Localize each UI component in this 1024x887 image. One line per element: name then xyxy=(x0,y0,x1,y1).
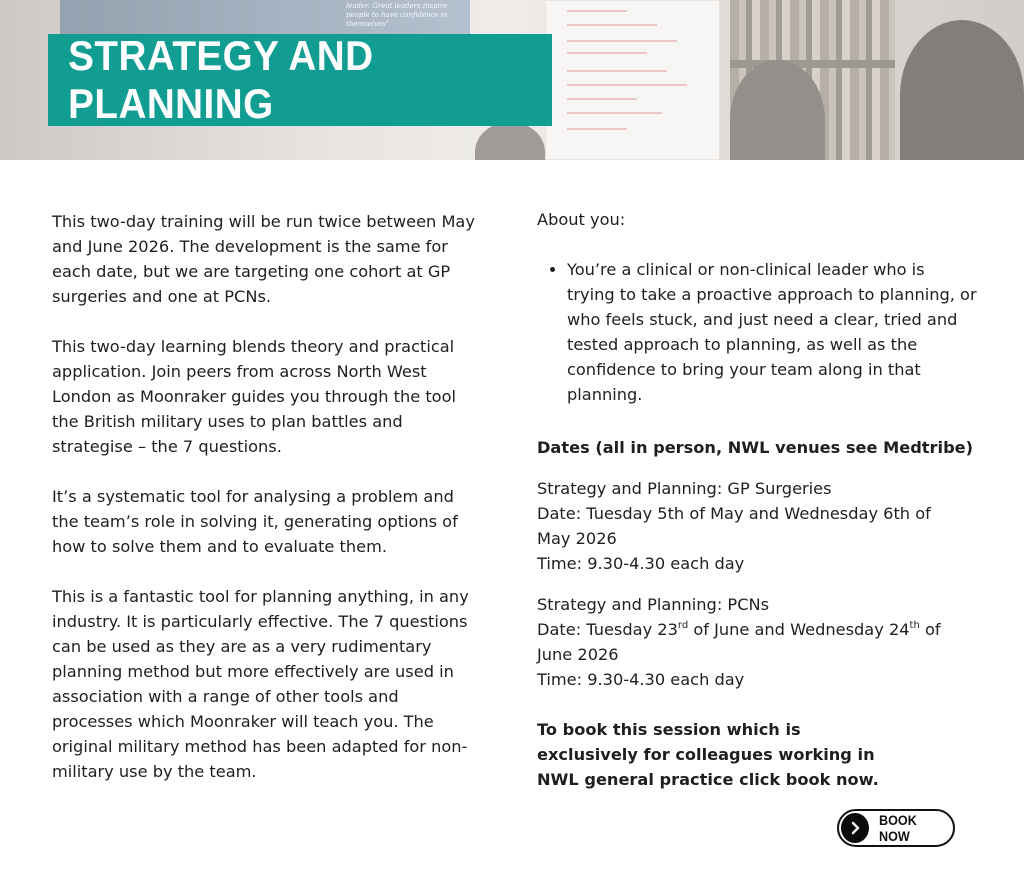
session-time: Time: 9.30-4.30 each day xyxy=(537,670,745,689)
booking-text: To book this session which is exclusively for colleagues working in NWL general practice click book now. xyxy=(537,720,879,789)
page-title-box xyxy=(48,34,552,126)
session-name: Strategy and Planning: GP Surgeries xyxy=(537,479,832,498)
book-now-button[interactable] xyxy=(837,809,955,847)
about-list xyxy=(537,257,977,407)
planning-paragraph: This is a fantastic tool for planning anything, in any industry. It is particularly effective. The 7 questions can be used as they are as a very rudimentary planning method but more effectively are used in association with a range of other tools and processes which Moonraker will teach you. The original military method has been adapted for non-military use by the team. xyxy=(52,587,469,781)
session-pcns xyxy=(537,592,977,692)
left-column xyxy=(52,209,482,784)
right-column xyxy=(537,207,977,792)
intro-paragraph: This two-day training will be run twice between May and June 2026. The development is the same for each date, but we are targeting one cohort at GP surgeries and one at PCNs. xyxy=(52,212,475,306)
book-now-label: BOOK NOW xyxy=(878,812,917,844)
tool-paragraph: It’s a systematic tool for analysing a problem and the team’s role in solving it, generating options of how to solve them and to evaluate them. xyxy=(52,487,458,556)
session-date: Date: Tuesday 5th of May and Wednesday 6th of May 2026 xyxy=(537,504,931,548)
about-heading: About you: xyxy=(537,210,626,229)
session-name: Strategy and Planning: PCNs xyxy=(537,595,770,614)
learning-paragraph: This two-day learning blends theory and practical application. Join peers from across North West London as Moonraker guides you through the tool the British military uses to plan battles and strategise – the 7 questions. xyxy=(52,337,456,456)
session-gp-surgeries xyxy=(537,476,977,576)
list-item: • You’re a clinical or non-clinical leader who is trying to take a proactive approach to planning, or who feels stuck, and just need a clear, tried and tested approach to planning, as well as the confidence to bring your team along in that planning. xyxy=(567,257,977,407)
session-time: Time: 9.30-4.30 each day xyxy=(537,554,745,573)
chevron-right-icon xyxy=(841,813,869,843)
session-date: Date: Tuesday 23rd of June and Wednesday 24th of June 2026 xyxy=(537,620,941,664)
dates-heading: Dates (all in person, NWL venues see Medtribe) xyxy=(537,438,974,457)
page-title: STRATEGY AND PLANNING xyxy=(68,32,374,127)
screen-quote: leader. Great leaders inspire people to have confidence in themselves" xyxy=(346,2,448,28)
